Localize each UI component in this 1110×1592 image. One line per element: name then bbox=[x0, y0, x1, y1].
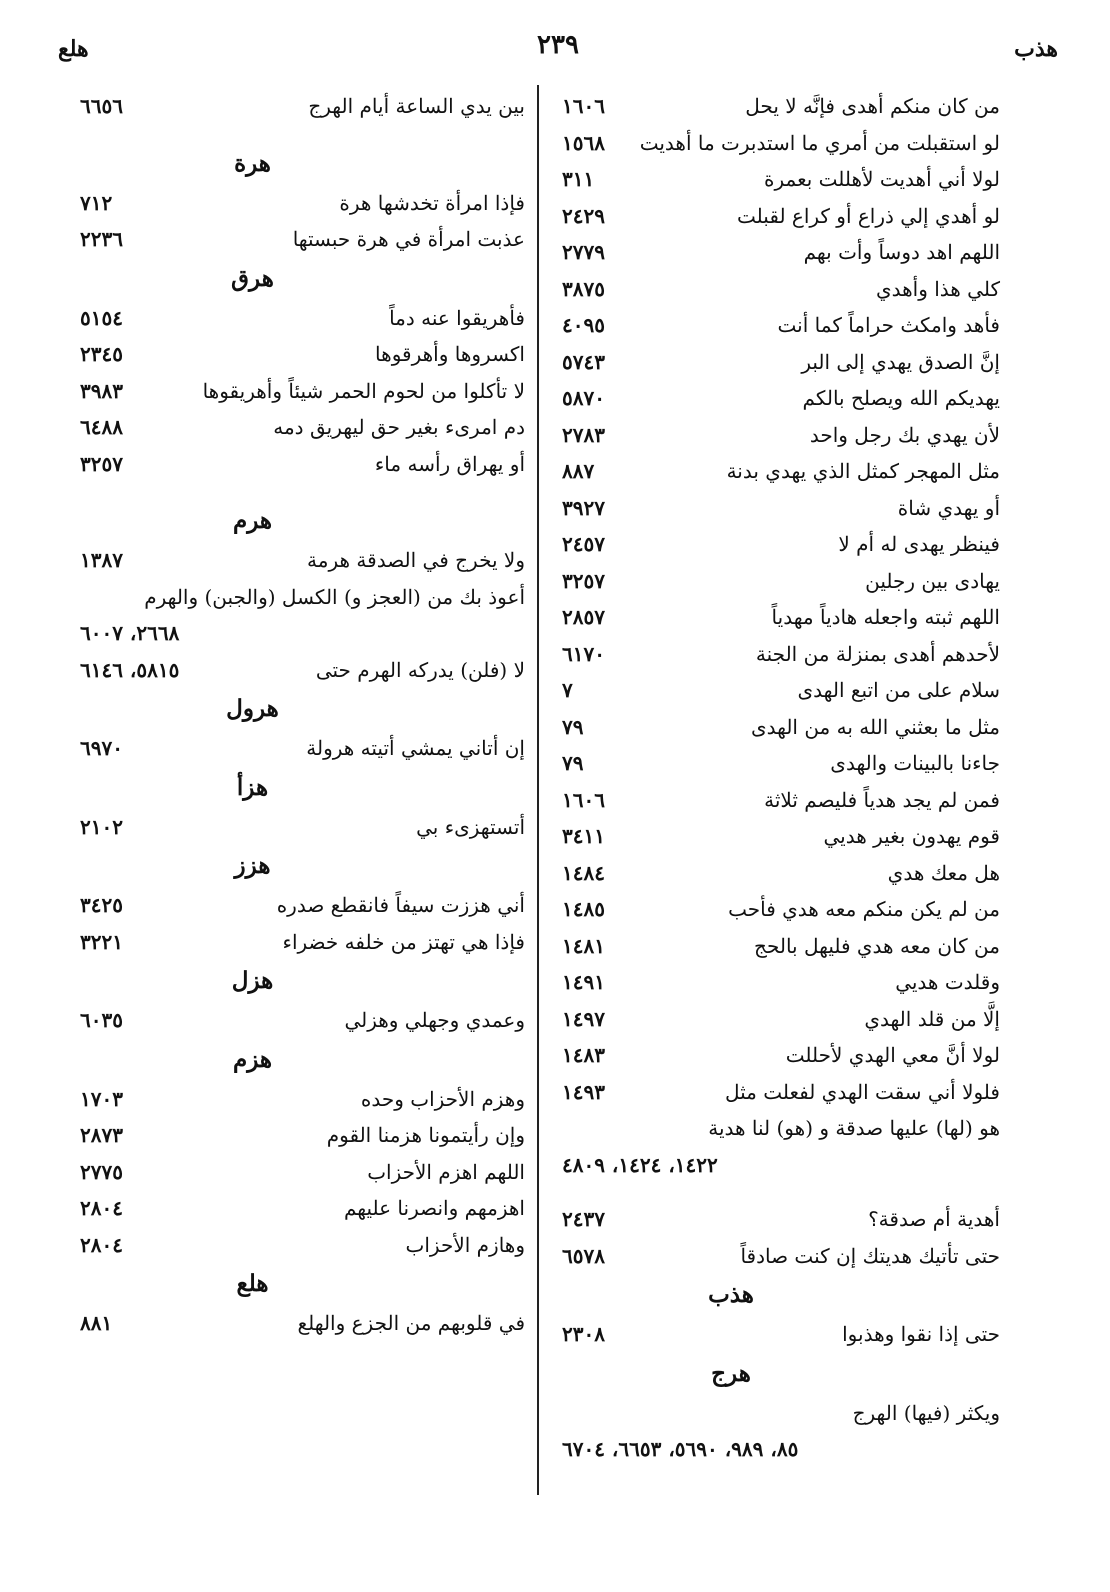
entry-row bbox=[552, 891, 1000, 928]
entry-number: ١٧٠٣ bbox=[80, 1086, 123, 1111]
entry-text: وقلدت هديي bbox=[895, 970, 1000, 994]
entry-text: من كان منكم أهدى فإنَّه لا يحل bbox=[745, 94, 1000, 118]
entry-row bbox=[552, 1201, 1000, 1238]
entry-row bbox=[70, 446, 525, 483]
entry-number: ٥٨٧٠ bbox=[562, 386, 605, 410]
header-left-word: هلع bbox=[58, 36, 89, 62]
entry-row bbox=[70, 1154, 525, 1191]
entry-text: ولا يخرج في الصدقة هرمة bbox=[307, 548, 525, 572]
entry-number: ٧١٢ bbox=[80, 190, 113, 215]
entry-text: لولا أنَّ معي الهدي لأحللت bbox=[785, 1043, 1000, 1067]
entry-text: قوم يهدون بغير هديي bbox=[823, 824, 1000, 848]
entry-number: ٣٤٢٥ bbox=[80, 893, 123, 917]
entry-row bbox=[552, 490, 1000, 527]
entry-row bbox=[70, 1305, 525, 1342]
entry-text: لا (فلن) يدركه الهرم حتى bbox=[315, 657, 525, 682]
entry-number: ١٥٦٨ bbox=[562, 130, 605, 155]
entry-text: وإن رأيتمونا هزمنا القوم bbox=[326, 1123, 525, 1147]
entry-refs: ٢٦٦٨، ٦٠٠٧ bbox=[80, 621, 180, 645]
entry-number: ٦٦٥٦ bbox=[80, 94, 123, 118]
entry-text: اللهم ثبته واجعله هادياً مهدياً bbox=[771, 605, 1000, 629]
section-heading-hazz: هزز bbox=[234, 852, 271, 879]
entry-row bbox=[70, 652, 525, 689]
entry-number: ٦٠٣٥ bbox=[80, 1008, 123, 1032]
entry-number: ٧٩ bbox=[562, 714, 584, 739]
entry-number: ١٤٨١ bbox=[562, 933, 605, 958]
entry-text: وعمدي وجهلي وهزلي bbox=[344, 1008, 525, 1032]
entry-row bbox=[70, 185, 525, 222]
entry-number: ٣٢٥٧ bbox=[562, 568, 605, 593]
entry-text: فإذا هي تهتز من خلفه خضراء bbox=[282, 929, 525, 954]
entry-number: ١٤٩٧ bbox=[562, 1006, 605, 1031]
entry-number: ٦١٧٠ bbox=[562, 641, 605, 666]
entry-text: مثل ما بعثني الله به من الهدى bbox=[750, 714, 1000, 739]
entry-text: وهزم الأحزاب وحده bbox=[360, 1086, 525, 1111]
entry-text: كلي هذا وأهدي bbox=[875, 276, 1000, 301]
entry-number: ٣٢٥٧ bbox=[80, 451, 123, 476]
entry-row bbox=[552, 782, 1000, 819]
entry-number: ٦٩٧٠ bbox=[80, 736, 123, 760]
entry-row bbox=[552, 928, 1000, 965]
section-heading-haza: هزأ bbox=[236, 773, 269, 801]
section-heading-haraj: هرج bbox=[711, 1359, 751, 1387]
entry-number: ٢٨٥٧ bbox=[562, 605, 605, 629]
entries-haram bbox=[70, 542, 525, 579]
right-entries bbox=[552, 88, 1000, 1110]
entry-number: ٢٨٠٤ bbox=[80, 1196, 123, 1220]
entry-row bbox=[552, 344, 1000, 381]
entry-row bbox=[552, 855, 1000, 892]
section-heading-hazl: هزل bbox=[231, 967, 274, 994]
entry-row bbox=[70, 300, 525, 337]
entry-text: اهزمهم وانصرنا عليهم bbox=[343, 1196, 525, 1220]
entry-text: أو يهدي شاة bbox=[897, 495, 1000, 520]
entry-refs: ١٤٢٢، ١٤٢٤، ٤٨٠٩ bbox=[562, 1152, 718, 1177]
entry-number: ٤٠٩٥ bbox=[562, 313, 605, 337]
entry-row bbox=[552, 599, 1000, 636]
page-number: ٢٣٩ bbox=[537, 30, 579, 60]
entry-row bbox=[70, 1002, 525, 1039]
spacer bbox=[552, 1183, 1000, 1201]
entries-haram-2 bbox=[70, 652, 525, 689]
entry-number: ٣٨٧٥ bbox=[562, 276, 605, 301]
entry-number: ٣٢٢١ bbox=[80, 929, 123, 954]
entry-text: يهادى بين رجلين bbox=[865, 568, 1000, 593]
entry-number: ٣١١ bbox=[562, 167, 595, 191]
entry-row bbox=[552, 636, 1000, 673]
entry-row bbox=[552, 1238, 1000, 1275]
entry-row bbox=[552, 161, 1000, 198]
entry-row bbox=[552, 453, 1000, 490]
entry-text: لا تأكلوا من لحوم الحمر شيئاً وأهريقوها bbox=[202, 378, 525, 403]
section-heading-hirra: هرة bbox=[234, 149, 271, 177]
entry-number: ٧ bbox=[562, 678, 573, 702]
entry-row bbox=[70, 809, 525, 846]
entry-text: يهديكم الله ويصلح بالكم bbox=[802, 386, 1000, 410]
entry-row bbox=[70, 221, 525, 258]
entry-row bbox=[552, 234, 1000, 271]
entries-haza bbox=[70, 809, 525, 846]
entry-text: فإذا امرأة تخدشها هرة bbox=[339, 190, 525, 215]
entry-text: حتى إذا نقوا وهذبوا bbox=[842, 1322, 1000, 1346]
entry-number: ٥١٥٤ bbox=[80, 305, 123, 330]
spacer bbox=[70, 125, 525, 143]
entry-text: إلَّا من قلد الهدي bbox=[864, 1006, 1000, 1031]
entry-text: فينظر يهدى له أم لا bbox=[838, 532, 1000, 556]
entry-number: ٨٨٧ bbox=[562, 459, 595, 483]
entry-row bbox=[552, 1037, 1000, 1074]
entry-number: ١٣٨٧ bbox=[80, 548, 123, 572]
spacer bbox=[70, 482, 525, 500]
entry-number: ٧٩ bbox=[562, 751, 584, 775]
entry-number: ١٤٩٣ bbox=[562, 1079, 605, 1104]
entry-row bbox=[70, 887, 525, 924]
entry-row bbox=[552, 307, 1000, 344]
entry-row bbox=[552, 271, 1000, 308]
entry-text: لأحدهم أهدى بمنزلة من الجنة bbox=[755, 641, 1000, 666]
entry-row bbox=[70, 336, 525, 373]
entry-text: هل معك هدي bbox=[887, 860, 1000, 885]
entry-number: ١٤٩١ bbox=[562, 970, 605, 994]
entries-hazl bbox=[70, 1002, 525, 1039]
entry-number: ١٤٨٣ bbox=[562, 1043, 605, 1067]
entry-number: ١٤٨٤ bbox=[562, 860, 605, 885]
entry-text: فأهد وامكث حراماً كما أنت bbox=[777, 313, 1000, 337]
entries-hazm bbox=[70, 1081, 525, 1264]
entry-row bbox=[70, 409, 525, 446]
entry-text: إنَّ الصدق يهدي إلى البر bbox=[801, 349, 1000, 374]
entry-row bbox=[552, 1316, 1000, 1353]
entry-text: لولا أني أهديت لأهللت بعمرة bbox=[764, 167, 1000, 191]
entry-number: ٢٧٧٩ bbox=[562, 240, 605, 264]
entry-number: ١٦٠٦ bbox=[562, 787, 605, 812]
column-divider bbox=[537, 85, 539, 1495]
entry-row bbox=[70, 1081, 525, 1118]
entry-number: ٢٨٠٤ bbox=[80, 1232, 123, 1257]
entry-number: ٨٨١ bbox=[80, 1311, 113, 1335]
entry-text: أتستهزىء بي bbox=[416, 814, 525, 839]
right-entries-b bbox=[552, 1201, 1000, 1274]
entry-row bbox=[70, 730, 525, 767]
entry-row bbox=[70, 924, 525, 961]
entry-text: مثل المهجر كمثل الذي يهدي بدنة bbox=[726, 459, 1000, 483]
entry-number: ١٤٨٥ bbox=[562, 897, 605, 921]
entry-row bbox=[552, 745, 1000, 782]
section-heading-hazm: هزم bbox=[232, 1045, 273, 1073]
entry-row bbox=[552, 964, 1000, 1001]
entry-text: من كان معه هدي فليهل بالحج bbox=[754, 933, 1000, 958]
entry-text: لو استقبلت من أمري ما استدبرت ما أهديت bbox=[639, 130, 1000, 155]
entry-text: من لم يكن منكم معه هدي فأحب bbox=[728, 897, 1000, 921]
entry-text: سلام على من اتبع الهدى bbox=[797, 678, 1000, 702]
entry-number: ٢٢٣٦ bbox=[80, 227, 123, 251]
entry-row bbox=[552, 1001, 1000, 1038]
entry-number: ٢٨٧٣ bbox=[80, 1123, 123, 1147]
entry-row bbox=[70, 1227, 525, 1264]
entry-text: لأن يهدي بك رجل واحد bbox=[809, 422, 1000, 447]
entry-number: ٣٩٨٣ bbox=[80, 378, 123, 403]
entry-number: ٢٣٠٨ bbox=[562, 1322, 605, 1346]
entry-text: فأهريقوا عنه دماً bbox=[389, 305, 525, 330]
entry-text: فمن لم يجد هدياً فليصم ثلاثة bbox=[764, 787, 1000, 812]
entry-row bbox=[552, 198, 1000, 235]
entry-row bbox=[552, 818, 1000, 855]
entry-refs: ٨٥، ٩٨٩، ٥٦٩٠، ٦٦٥٣، ٦٧٠٤ bbox=[562, 1437, 799, 1461]
entry-number: ٥٨١٥، ٦١٤٦ bbox=[80, 657, 180, 682]
entry-line: أعوذ بك من (العجز و) الكسل (والجبن) والهرم bbox=[144, 584, 525, 609]
entry-line: ويكثر (فيها) الهرج bbox=[852, 1400, 1000, 1425]
entry-text: فلولا أني سقت الهدي لفعلت مثل bbox=[724, 1079, 1000, 1104]
entry-text: دم امرىء بغير حق ليهريق دمه bbox=[273, 415, 525, 439]
entry-row bbox=[552, 417, 1000, 454]
entry-text: جاءنا بالبينات والهدى bbox=[830, 751, 1000, 775]
entry-text: أو يهراق رأسه ماء bbox=[374, 451, 525, 476]
entry-number: ٦٥٧٨ bbox=[562, 1243, 605, 1268]
entry-row bbox=[70, 373, 525, 410]
entry-row bbox=[70, 542, 525, 579]
entry-row bbox=[552, 380, 1000, 417]
entries-haraq bbox=[70, 300, 525, 483]
left-column bbox=[70, 88, 525, 1342]
section-heading-haraq: هرق bbox=[231, 264, 274, 292]
entry-number: ٢٧٧٥ bbox=[80, 1159, 123, 1184]
entry-number: ٢٤٥٧ bbox=[562, 532, 605, 556]
entry-text: في قلوبهم من الجزع والهلع bbox=[297, 1311, 525, 1335]
entry-row bbox=[70, 1190, 525, 1227]
entry-line: هو (لها) عليها صدقة و (هو) لنا هدية bbox=[708, 1116, 1000, 1140]
entry-row bbox=[552, 125, 1000, 162]
page-header bbox=[58, 30, 1058, 70]
entry-row bbox=[70, 1117, 525, 1154]
entry-number: ١٦٠٦ bbox=[562, 94, 605, 118]
entries-harwal bbox=[70, 730, 525, 767]
entry-number: ٣٩٢٧ bbox=[562, 495, 605, 520]
entry-number: ٢٤٢٩ bbox=[562, 203, 605, 228]
entry-text: أني هززت سيفاً فانقطع صدره bbox=[276, 893, 525, 917]
entry-row bbox=[552, 709, 1000, 746]
section-heading-harwal: هرول bbox=[226, 695, 279, 722]
entry-row bbox=[552, 88, 1000, 125]
entry-number: ٢٤٣٧ bbox=[562, 1207, 605, 1231]
entries-hirra bbox=[70, 185, 525, 258]
entry-text: لو أهدي إلي ذراع أو كراع لقبلت bbox=[737, 203, 1000, 228]
entry-text: اكسروها وأهرقوها bbox=[375, 342, 525, 366]
entry-text: إن أتاني يمشي أتيته هرولة bbox=[306, 736, 525, 760]
entry-number: ٢١٠٢ bbox=[80, 814, 123, 839]
entry-text: بين يدي الساعة أيام الهرج bbox=[308, 94, 525, 118]
entries-hala bbox=[70, 1305, 525, 1342]
entry-text: أهدية أم صدقة؟ bbox=[868, 1207, 1000, 1231]
entry-number: ٢٧٨٣ bbox=[562, 422, 605, 447]
right-column bbox=[552, 88, 1000, 1468]
entry-row bbox=[552, 563, 1000, 600]
entry-text: عذبت امرأة في هرة حبستها bbox=[292, 227, 525, 251]
entry-text: حتى تأتيك هديتك إن كنت صادقاً bbox=[740, 1243, 1000, 1268]
entry-number: ٦٤٨٨ bbox=[80, 415, 123, 439]
entry-row bbox=[70, 88, 525, 125]
entry-number: ٥٧٤٣ bbox=[562, 349, 605, 374]
section-heading-hala: هلع bbox=[236, 1270, 269, 1297]
section-heading-haram: هرم bbox=[232, 507, 273, 534]
entries-hazz bbox=[70, 887, 525, 960]
entry-row bbox=[552, 526, 1000, 563]
entry-number: ٣٤١١ bbox=[562, 824, 605, 848]
entry-row bbox=[552, 672, 1000, 709]
entry-text: اللهم اهد دوساً وأت بهم bbox=[803, 240, 1000, 264]
header-right-word: هذب bbox=[1014, 36, 1058, 62]
section-heading-hadhab: هذب bbox=[708, 1281, 754, 1308]
entry-text: وهازم الأحزاب bbox=[405, 1232, 525, 1257]
entry-number: ٢٣٤٥ bbox=[80, 342, 123, 366]
entry-text: اللهم اهزم الأحزاب bbox=[367, 1159, 525, 1184]
right-entries-c bbox=[552, 1316, 1000, 1353]
entry-row bbox=[552, 1074, 1000, 1111]
